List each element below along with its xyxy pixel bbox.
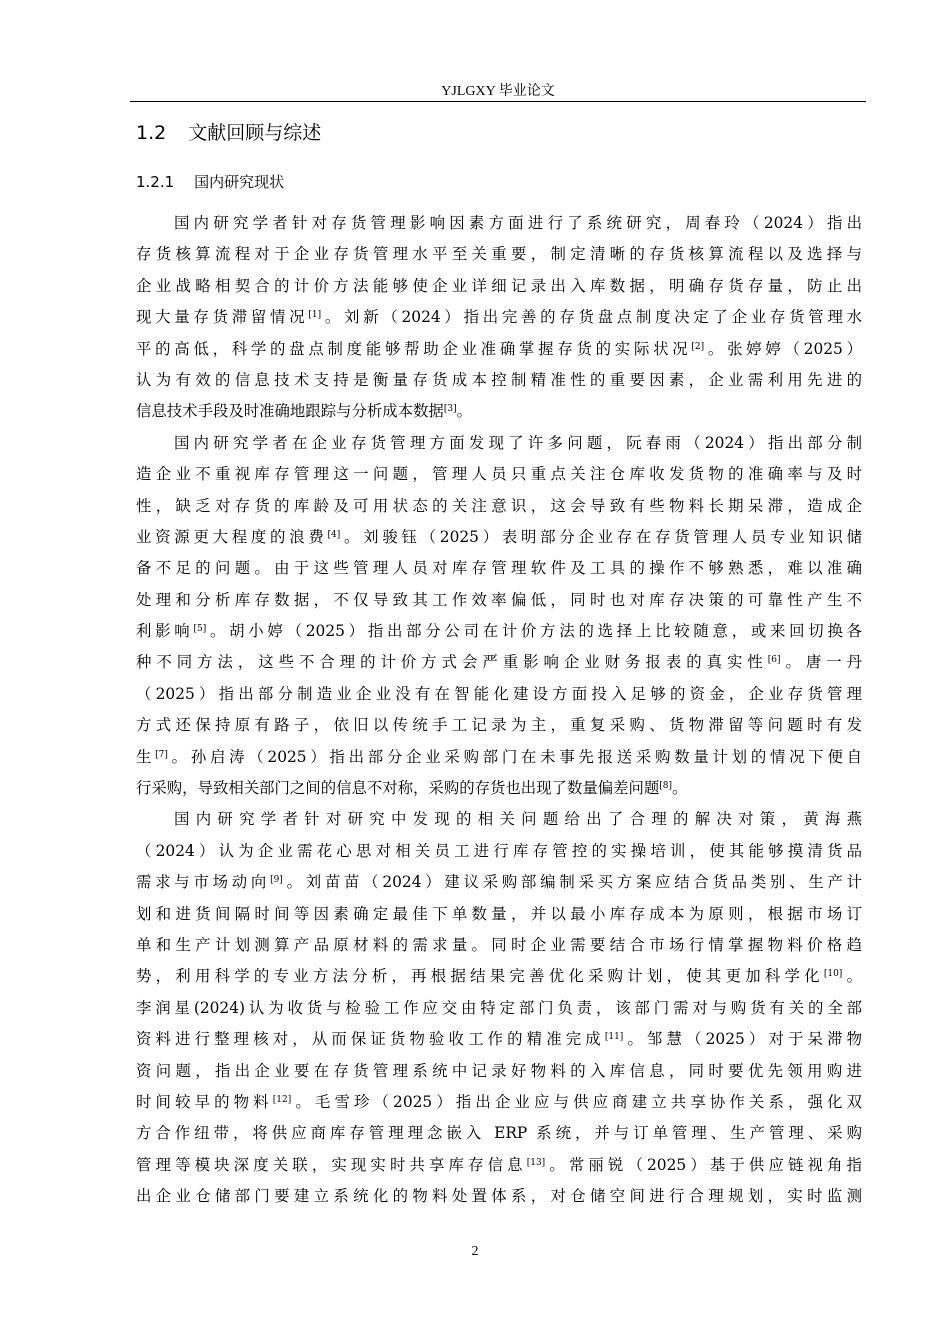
running-header: YJLGXY 毕业论文 [441,84,555,99]
subsection-heading [136,171,284,192]
paragraph-3-line: 划和进货间隔时间等因素确定最佳下单数量，并以最小库存成本为原则，根据市场订 [136,904,862,923]
paragraph-2-line: 处理和分析库存数据，不仅导致其工作效率偏低，同时也对库存决策的可靠性产生不 [136,590,862,609]
paragraph-2-line: 性，缺乏对存货的库龄及可用状态的关注意识，这会导致有些物料长期呆滞，造成企 [136,496,862,515]
citation-marker: [2] [691,341,705,352]
paragraph-1-line: 平的高低，科学的盘点制度能够帮助企业准确掌握存货的实际状况[2]。张婷婷（2025） [136,339,862,358]
paragraph-3-line: 单和生产计划测算产品原材料的需求量。同时企业需要结合市场行情掌握物料价格趋 [136,935,862,954]
paragraph-2-line: 方式还保持原有路子，依旧以传统手工记录为主，重复采购、货物滞留等问题时有发 [136,716,862,735]
paragraph-1-line: 现大量存货滞留情况[1]。刘新（2024）指出完善的存货盘点制度决定了企业存货管理水 [136,308,862,327]
paragraph-3-line: 管理等模块深度关联，实现实时共享库存信息[13]。常丽锐（2025）基于供应链视角指 [136,1155,862,1174]
paragraph-3-line: 时间较早的物料[12]。毛雪珍（2025）指出企业应与供应商建立共享协作关系，强化双 [136,1092,862,1111]
paragraph-1-line: 信息技术手段及时准确地跟踪与分析成本数据[3]。 [136,402,472,421]
paragraph-2-line: 种不同方法，这些不合理的计价方式会严重影响企业财务报表的真实性[6]。唐一丹 [136,653,862,672]
section-title: 文献回顾与综述 [188,122,322,144]
paragraph-3-line: 方合作纽带，将供应商库存管理理念嵌入 ERP 系统，并与订单管理、生产管理、采购 [136,1124,862,1143]
citation-marker: [12] [272,1094,292,1105]
paragraph-3-line: 出企业仓储部门要建立系统化的物料处置体系，对仓储空间进行合理规划，实时监测 [136,1187,862,1206]
citation-marker: [6] [767,655,781,666]
paragraph-3-line: （2024）认为企业需花心思对相关员工进行库存管控的实操培训，使其能够摸清货品 [136,841,862,860]
paragraph-2-line: （2025）指出部分制造业企业没有在智能化建设方面投入足够的资金，企业存货管理 [136,684,862,703]
body-text [136,208,862,1213]
subsection-number: 1.2.1 [136,173,175,191]
paragraph-3-line: 需求与市场动向[9]。刘苗苗（2024）建议采购部编制采买方案应结合货品类别、生产计 [136,873,862,892]
paragraph-1-line: 认为有效的信息技术支持是衡量存货成本控制精准性的重要因素，企业需利用先进的 [136,370,862,389]
paragraph-2-line: 业资源更大程度的浪费[4]。刘骏钰（2025）表明部分企业存在存货管理人员专业知识储 [136,527,862,546]
paragraph-2-line: 利影响[5]。胡小婷（2025）指出部分公司在计价方法的选择上比较随意，或来回切换各 [136,622,862,641]
paragraph-1-line: 存货核算流程对于企业存货管理水平至关重要，制定清晰的存货核算流程以及选择与 [136,245,862,264]
citation-marker: [3] [443,404,457,415]
citation-marker: [7] [155,749,168,760]
paragraph-3-line: 李润星(2024)认为收货与检验工作应交由特定部门负责，该部门需对与购货有关的全部 [136,998,862,1017]
paragraph-2-line: 造企业不重视库存管理这一问题，管理人员只重点关注仓库收发货物的准确率与及时 [136,465,862,484]
paragraph-3-line: 资问题，指出企业要在存货管理系统中记录好物料的入库信息，同时要优先领用购进 [136,1061,862,1080]
citation-marker: [5] [193,624,207,635]
paragraph-3-line: 国内研究学者针对研究中发现的相关问题给出了合理的解决对策，黄海燕 [174,810,862,829]
paragraph-1-line: 企业战略相契合的计价方法能够使企业详细记录出入库数据，明确存货存量，防止出 [136,276,862,295]
citation-marker: [10] [823,969,843,980]
paragraph-2-line: 生[7]。孙启涛（2025）指出部分企业采购部门在未事先报送采购数量计划的情况下便自 [136,747,862,766]
citation-marker: [1] [308,310,322,321]
header-rule [130,101,866,102]
paragraph-1-line: 国内研究学者针对存货管理影响因素方面进行了系统研究，周春玲（2024）指出 [174,214,862,232]
section-number: 1.2 [136,122,167,144]
section-heading [136,118,321,145]
subsection-title: 国内研究现状 [194,173,285,191]
citation-marker: [4] [327,529,341,540]
citation-marker: [11] [604,1032,624,1043]
citation-marker: [13] [526,1157,546,1168]
paragraph-2-line: 国内研究学者在企业存货管理方面发现了许多问题，阮春雨（2024）指出部分制 [174,433,862,452]
paragraph-2-line: 行采购，导致相关部门之间的信息不对称，采购的存货也出现了数量偏差问题[8]。 [136,779,688,798]
citation-marker: [9] [270,875,283,886]
paragraph-2-line: 备不足的问题。由于这些管理人员对库存管理软件及工具的操作不够熟悉，难以准确 [136,559,862,578]
citation-marker: [8] [659,781,673,792]
paragraph-3-line: 势，利用科学的专业方法分析，再根据结果完善优化采购计划，使其更加科学化[10]。 [136,967,862,986]
paragraph-3-line: 资料进行整理核对，从而保证货物验收工作的精准完成[11]。邹慧（2025）对于呆滞物 [136,1030,862,1049]
page-number: 2 [471,1244,479,1259]
